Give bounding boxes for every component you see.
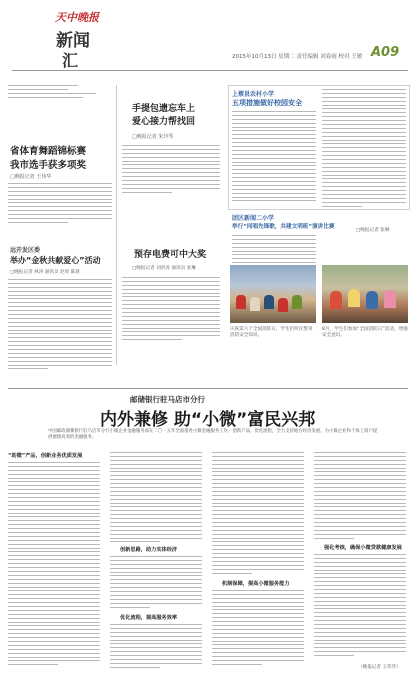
center-byline-2: □晚报记者 刘洪涛 通讯员 张琳 (132, 266, 196, 271)
masthead-rule (12, 70, 408, 71)
photo-children (322, 265, 408, 323)
story-col4-body-a (314, 452, 406, 541)
right-headline-1: 上蔡县农村小学 (232, 91, 275, 98)
right-headline-2b: 举行“同唱先锋歌，共建文明班”演讲比赛 (232, 224, 335, 230)
page-number-badge: A09 (371, 45, 400, 60)
story-col2-body-a (110, 452, 202, 545)
paper-name-logo: 天中晚报 (55, 11, 99, 24)
left-column (8, 85, 112, 375)
center-body-2 (122, 277, 220, 343)
center-byline-1: □晚报记者 朱玲琴 (132, 134, 174, 140)
right-byline-3: □晚报记者 张琳 (356, 228, 390, 233)
right-body-1a (232, 111, 316, 204)
center-column (122, 85, 220, 375)
left-byline-1: □晚报记者 王伟华 (10, 174, 52, 180)
right-body-1b (322, 89, 406, 210)
center-vertical-rule (116, 85, 117, 365)
right-section (228, 85, 410, 375)
date-line: 2015年10月13日 星期二 责任编辑 刘春雨 校对 王敏 (232, 54, 363, 60)
left-upper-text (8, 85, 112, 101)
lead-paragraph: 中国邮政储蓄银行驻马店市分行小微企业金融服务部在二〇一五年全面推进小微金融服务工作，创新产品，优化流程，全力支持地方经济发展，为小微企业和个体工商户提供便捷高效的金融服务。 (48, 429, 378, 440)
center-headline-2: 预存电费可中大奖 (134, 250, 207, 260)
right-headline-2: 团区新闻二小学 (232, 215, 275, 222)
left-headline-1: 省体育舞蹈锦标赛 (10, 146, 87, 157)
subhead-3: 机制保障，提高小微服务能力 (222, 581, 290, 587)
left-body-1 (8, 183, 112, 226)
section-title-2: 汇 (62, 51, 79, 70)
masthead (0, 0, 415, 78)
left-headline-2b: 举办“金秋共献爱心”活动 (10, 256, 101, 265)
story-col1-body (8, 462, 100, 668)
left-byline-2: □晚报记者 林涛 通讯员 赵勇 陈晨 (10, 270, 80, 275)
story-col3-body-b (212, 590, 304, 668)
story-top-rule (8, 388, 408, 389)
subhead-4: 强化考核，确保小微贷款健康发展 (324, 545, 402, 551)
subhead-5: 优化流程，提高服务效率 (120, 615, 178, 621)
photo-classroom (230, 265, 316, 323)
feature-story (8, 388, 408, 672)
right-headline-1b: 五项措施做好校园安全 (232, 99, 302, 107)
story-sign: （晚报记者 王伟华） (358, 665, 401, 670)
subhead-2: 创新思路，助力实体经济 (120, 547, 178, 553)
story-col3-body-a (212, 452, 304, 577)
left-body-2 (8, 279, 112, 372)
left-headline-1b: 我市选手获多项奖 (10, 160, 87, 171)
center-body-1 (122, 145, 220, 196)
subhead-1: “助微”产品，创新业务优质发展 (8, 453, 83, 459)
section-title: 新闻 (56, 31, 90, 51)
right-body-2 (232, 235, 316, 266)
left-headline-2: 远开发区委 (10, 247, 41, 254)
story-headline: 内外兼修 助“小微”富民兴邦 (100, 410, 316, 430)
story-col2-body-b (110, 556, 202, 610)
center-headline-1: 手提包遗忘车上 (132, 104, 196, 114)
photo-caption-1: 庆祝第六个全国消防日，学生们听民警讲消防安全知识。 (230, 327, 313, 338)
story-kicker: 邮储银行驻马店市分行 (130, 395, 205, 404)
photo-caption-2: 8月，学生们参加“全国消防日”活动，增强安全意识。 (322, 327, 408, 338)
center-headline-1b: 爱心接力帮找回 (132, 117, 196, 127)
story-col2-body-c (110, 624, 202, 671)
story-col4-body-b (314, 554, 406, 659)
